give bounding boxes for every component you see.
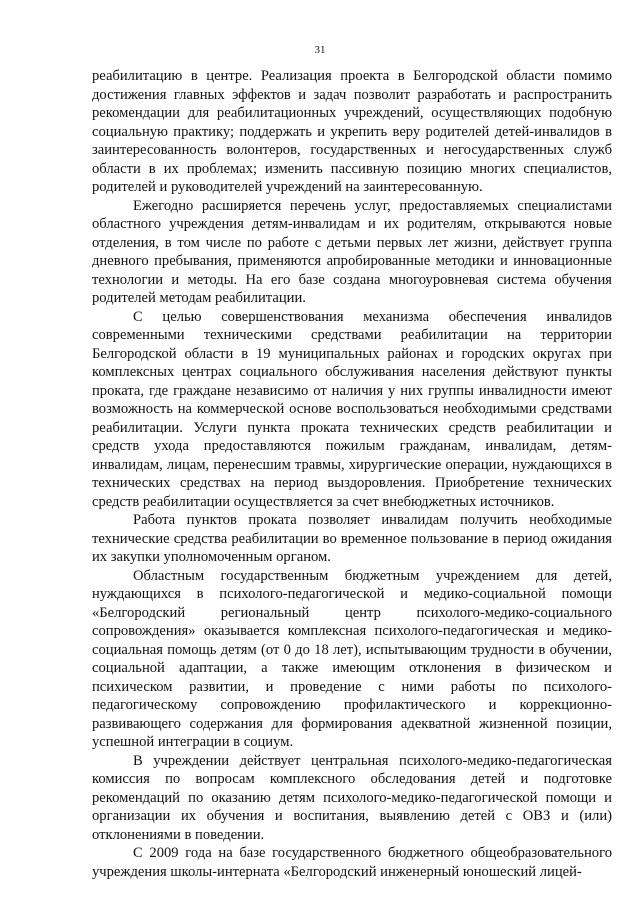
paragraph-regional-center: Областным государственным бюджетным учреждением для детей, нуждающихся в психолого-педагогической и медико-социальной помощи «Белгородский региональный центр психолого-медико-социального сопровождения» оказывается комплексная психолого-педагогическая и медико-социальная помощь детям (от 0 до 18 лет), испытывающим трудности в обучении, социальной адаптации, а также имеющим отклонения в физическом и психическом развитии, и проведение с ними работы по психолого-педагогическому сопровождению профилактического и коррекционно-развивающего содержания для формирования адекватной жизненной позиции, успешной интеграции в социум. bbox=[92, 567, 612, 750]
paragraph-commission: В учреждении действует центральная психолого-медико-педагогическая комиссия по вопросам комплексного обследования детей и подготовке рекомендаций по оказанию детям психолого-медико-педагогической помощи и организации их обучения и воспитания, выявлению детей с ОВЗ и (или) отклонениями в поведении. bbox=[92, 752, 612, 843]
page-number: 31 bbox=[314, 44, 326, 56]
body-text bbox=[92, 67, 612, 881]
paragraph-continuation: реабилитацию в центре. Реализация проекта в Белгородской области помимо достижения главных эффектов и задач позволит разработать и распространить рекомендации для реабилитационных учреждений, осуществляющих подобную социальную практику; поддержать и укрепить веру родителей детей-инвалидов в заинтересованность волонтеров, государственных и негосударственных служб области в их проблемах; изменить пассивную позицию многих специалистов, родителей и руководителей учреждений на заинтересованную. bbox=[92, 68, 612, 195]
paragraph-services: Ежегодно расширяется перечень услуг, предоставляемых специалистами областного учреждения детям-инвалидам и их родителям, открываются новые отделения, в том числе по работе с детьми первых лет жизни, действует группа дневного пребывания, применяются апробированные методики и инновационные технологии и методы. На его базе создана многоуровневая система обучения родителей методам реабилитации. bbox=[92, 197, 612, 306]
paragraph-rental-points: С целью совершенствования механизма обеспечения инвалидов современными техническими средствами реабилитации на территории Белгородской области в 19 муниципальных районах и городских округах при комплексных центрах социального обслуживания населения действуют пункты проката, где граждане независимо от наличия у них группы инвалидности имеют возможность на коммерческой основе воспользоваться необходимыми средствами реабилитации. Услуги пункта проката технических средств реабилитации и средств ухода предоставляются пожилым гражданам, инвалидам, детям-инвалидам, лицам, перенесшим травмы, хирургические операции, нуждающихся в технических средствах на период выздоровления. Приобретение технических средств реабилитации осуществляется за счет внебюджетных источников. bbox=[92, 308, 612, 510]
paragraph-rental-benefits: Работа пунктов проката позволяет инвалидам получить необходимые технические средства реабилитации во временное пользование в период ожидания их закупки уполномоченным органом. bbox=[92, 512, 612, 565]
paragraph-lyceum: С 2009 года на базе государственного бюджетного общеобразовательного учреждения школы-интерната «Белгородский инженерный юношеский лицей- bbox=[92, 845, 612, 880]
